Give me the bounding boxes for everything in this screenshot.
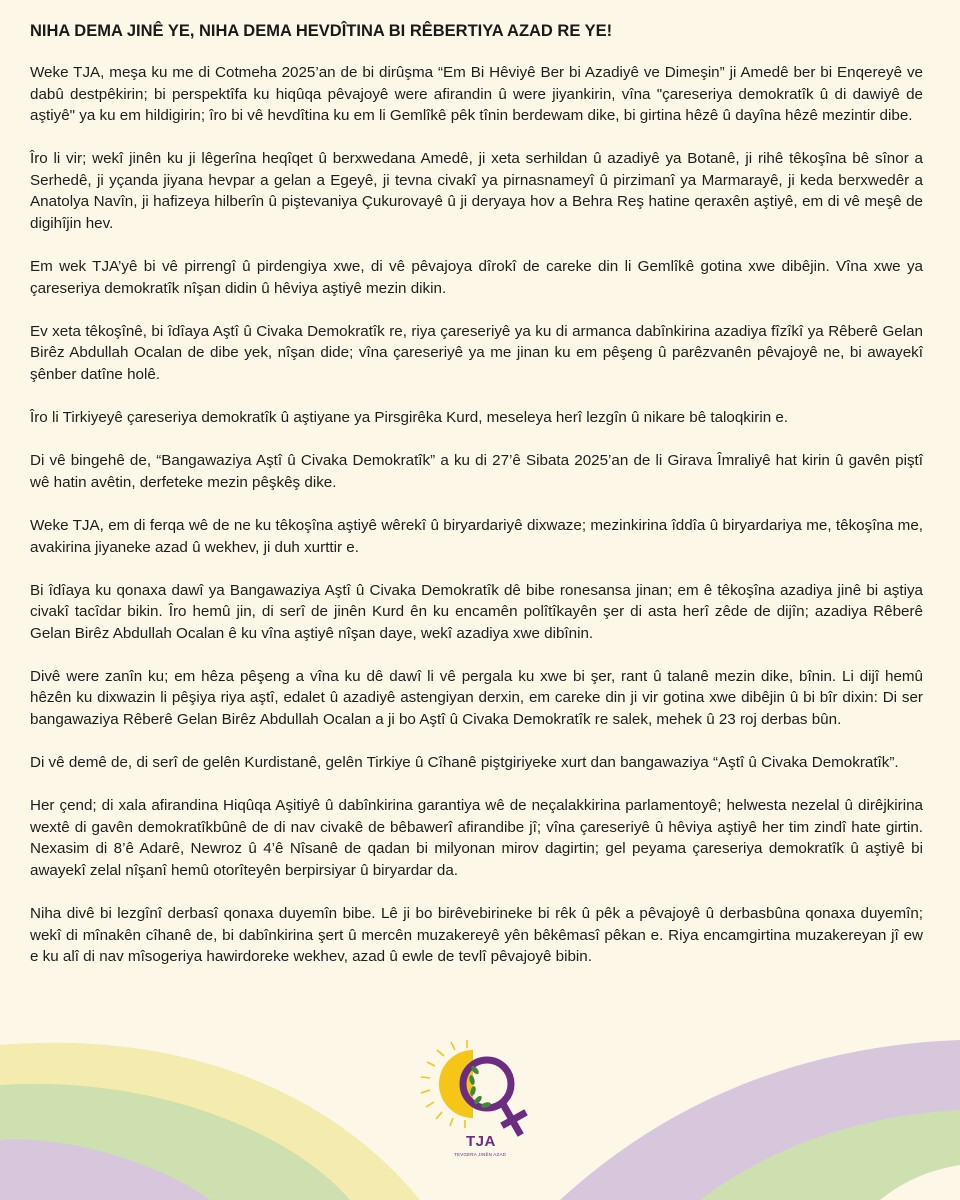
document-headline: NIHA DEMA JINÊ YE, NIHA DEMA HEVDÎTINA BI RÊBERTIYA AZAD RE YE! [30, 22, 613, 40]
paragraph: Weke TJA, meşa ku me di Cotmeha 2025’an de bi dirûşma “Em Bi Hêviyê Ber bi Azadiyê ve Dimeşin” ji Amedê ber bi Enqereyê ve dabû destpêkirin; bi perspektîfa ku hiqûqa pêvajoyê were afirandin û were jiyankirin, vîna "çareseriya demokratîk û di dawiyê de aştiyê" ya ku em hildigirin; îro bi vê hevdîtina ku em li Gemlîkê pêk tînin berdewam dike, bi girtina hêzê û dayîna hêzê mezintir dibe. [30, 64, 923, 125]
paragraph: Îro li vir; wekî jinên ku ji lêgerîna heqîqet û berxwedana Amedê, ji xeta serhildan û azadiyê ya Botanê, ji rihê têkoşîna bê sînor a Serhedê, ji yçanda jiyana hevpar a gelan a Egeyê, ji tevna civakî ya pirnasnameyî û pirzimanî ya Marmarayê, ji keda berxwedêr a Anatolya Navîn, ji hafizeya hilberîn û piştevaniya Çukurovayê û ji deryaya hov a Behra Reş hatine qeraxên aştiyê, em di vê meşê de digihîjin hev. [30, 150, 923, 233]
paragraph: Her çend; di xala afirandina Hiqûqa Aşitiyê û dabînkirina garantiya wê de neçalakkirina parlamentoyê; helwesta nezelal û dirêjkirina wextê di gavên demokratîkbûnê de di nav civakê de bêbawerî afirandibe jî; vîna çareseriyê û hêviya aştiyê her tim zindî hate girtin. Nexasim di 8’ê Adarê, Newroz û 4’ê Nîsanê de qadan bi milyonan mirov dagirtin; gel peyama çareseriya demokratîk û aştiyê bi awayekî zelal nîşanî hemû otorîteyên berpirsiyar û biryardar da. [30, 797, 923, 880]
paragraph: Em wek TJA’yê bi vê pirrengî û pirdengiya xwe, di vê pêvajoya dîrokî de careke din li Gemlîkê gotina xwe dibêjin. Vîna xwe ya çareseriya demokratîk nîşan didin û hêviya aştiyê mezin dikin. [30, 258, 923, 297]
sun-half [439, 1050, 473, 1118]
paragraph: Di vê demê de, di serî de gelên Kurdistanê, gelên Tirkiye û Cîhanê piştgiriyeke xurt dan bangawaziya “Aştî û Civaka Demokratîk”. [30, 754, 899, 772]
paragraph: Di vê bingehê de, “Bangawaziya Aştî û Civaka Demokratîk” a ku di 27’ê Sibata 2025’an de li Girava Îmraliyê hat kirin û gavên piştî wê hatin avêtin, derfeteke mezin pêşkêş dike. [30, 452, 923, 491]
logo-wordmark: TJA [466, 1133, 496, 1150]
paragraph: Îro li Tirkiyeyê çareseriya demokratîk û aştiyane ya Pirsgirêka Kurd, meseleya herî lezgîn û nikare bê taloqkirin e. [30, 409, 789, 427]
logo-subtitle: TEVGERA JINÊN AZAD [454, 1152, 507, 1157]
paragraph: Divê were zanîn ku; em hêza pêşeng a vîna ku dê dawî li vê pergala ku xwe bi şer, rant û talanê mezin dike, bînin. Li dijî hemû hêzên ku dixwazin li pêşiya riya aştî, edalet û azadiyê astengiyan derxin, em careke din ji vir gotina xwe dibêjin û bi bîr dixin: Di ser bangawaziya Rêberê Gelan Birêz Abdullah Ocalan a ji bo Aştî û Civaka Demokratîk re salek, mehek û 23 roj derbas bûn. [30, 667, 923, 729]
paragraph: Ev xeta têkoşînê, bi îdîaya Aştî û Civaka Demokratîk re, riya çareseriyê ya ku di armanca dabînkirina azadiya fîzîkî ya Rêberê Gelan Birêz Abdullah Ocalan de dibe yek, nîşan dide; vîna çareseriyê ya me jinan ku em pêşeng û parêzvanên pêvajoyê ne, bi awayekî şênber datîne holê. [30, 322, 923, 384]
document-body [30, 20, 923, 989]
paragraph: Bi îdîaya ku qonaxa dawî ya Bangawaziya Aştî û Civaka Demokratîk dê bibe ronesansa jinan; em ê têkoşîna azadiya jinê bi aştiya civakî tacîdar bikin. Îro hemû jin, di serî de jinên Kurd ên ku encamên polîtîkayên şer di asta herî zêde de dijîn; azadiya Rêberê Gelan Birêz Abdullah Ocalan ê ku vîna aştiyê nîşan daye, wekî azadiya xwe dibînin. [30, 581, 923, 642]
venus-cross [503, 1104, 523, 1132]
paragraph: Weke TJA, em di ferqa wê de ne ku têkoşîna aştiyê wêrekî û biryardariyê dixwaze; mezinkirina îddîa û biryardariya me, têkoşîna me, avakirina jiyaneke azad û wekhev, ji duh xurttir e. [30, 516, 923, 556]
paragraph: Niha divê bi lezgînî derbasî qonaxa duyemîn bibe. Lê ji bo birêvebirineke bi rêk û pêk a pêvajoyê û derbasbûna qonaxa duyemîn; wekî di mînakên cîhanê de, bi dabînkirina şert û mercên muzakereyê yên bêkêmasî pêkan e. Riya encamgirtina muzakereyan jî ew e ku alî di nav mîsogeriya hawirdoreke wekhev, azad û ewle de tevlî pêvajoyê bibin. [30, 905, 923, 966]
